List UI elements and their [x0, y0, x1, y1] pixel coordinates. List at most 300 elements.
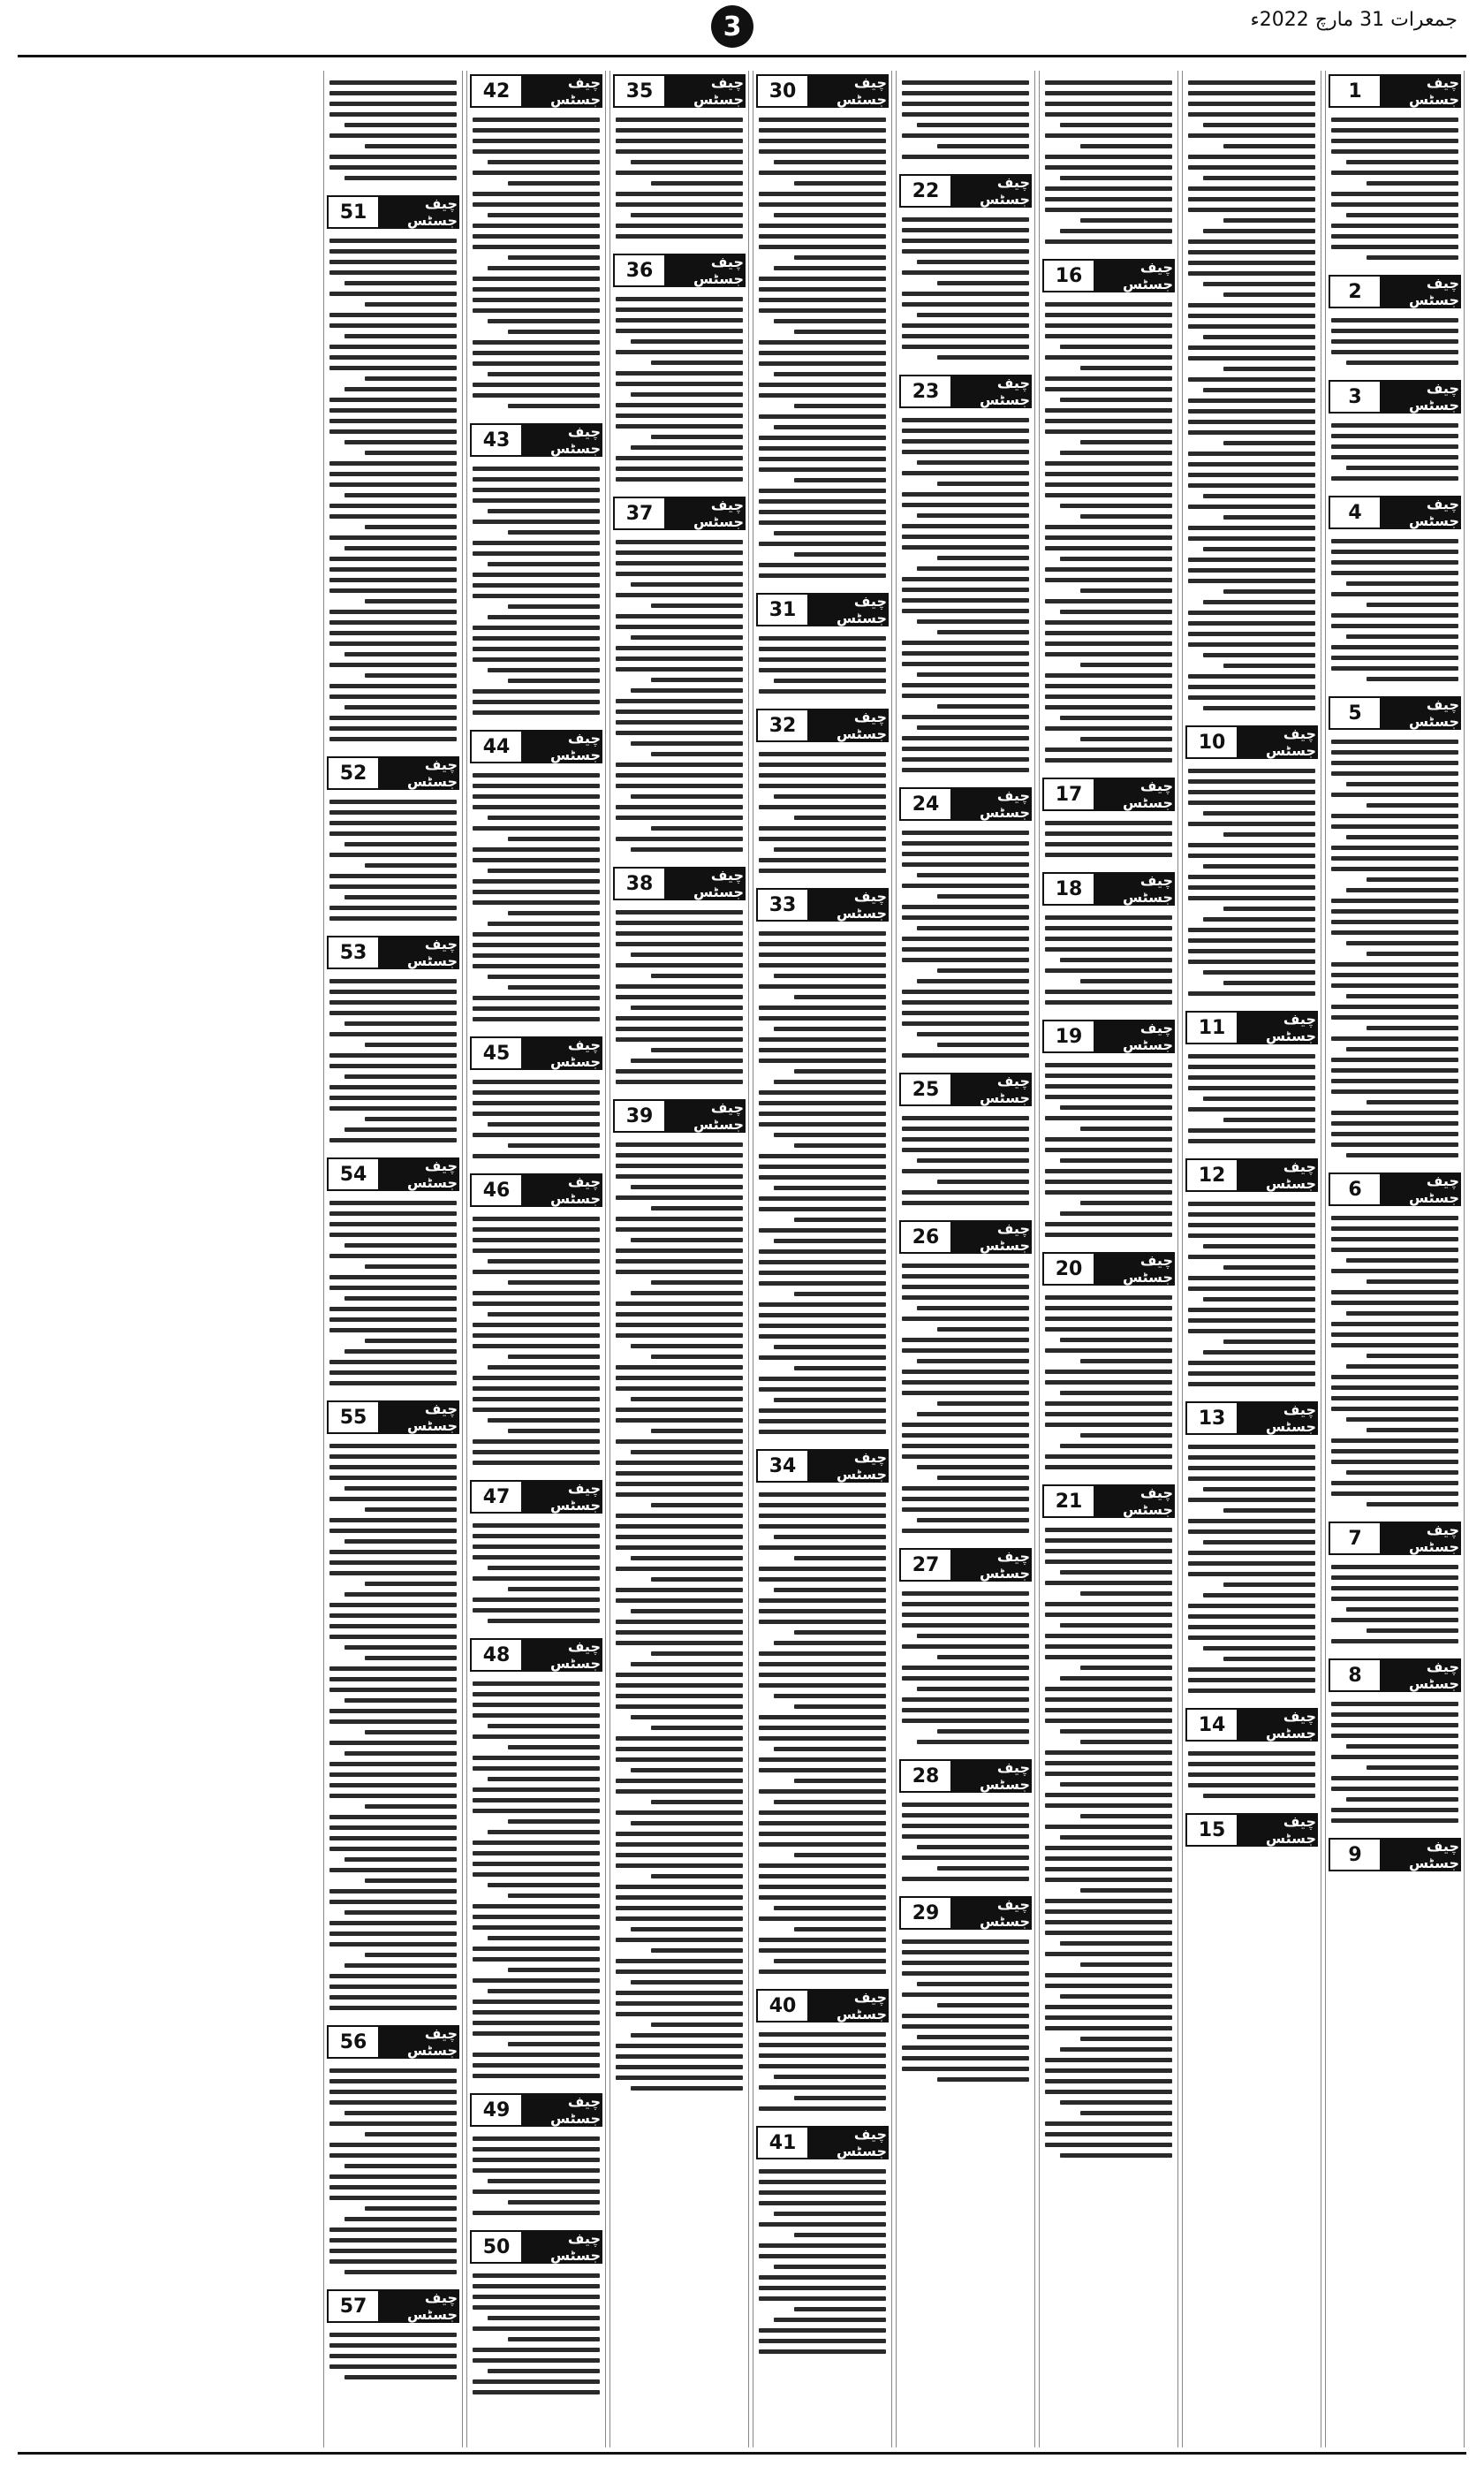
- brief-label: چیف جسٹس: [950, 1074, 1030, 1104]
- text-line: [473, 2136, 600, 2141]
- text-line: [1367, 877, 1458, 882]
- text-line: [1223, 589, 1315, 594]
- text-line: [1045, 208, 1172, 212]
- text-line: [1060, 958, 1172, 962]
- text-line: [774, 1080, 886, 1084]
- brief-label: چیف جسٹس: [1380, 1523, 1459, 1553]
- brief-label: چیف جسٹس: [950, 376, 1030, 406]
- text-line: [344, 281, 457, 285]
- text-line: [329, 1603, 457, 1607]
- text-line: [508, 2042, 600, 2046]
- text-line: [1188, 1054, 1315, 1059]
- text-line: [902, 155, 1029, 159]
- brief-number: 39: [615, 1101, 664, 1131]
- text-line: [1188, 1255, 1315, 1259]
- text-line: [1188, 409, 1315, 414]
- text-line: [1045, 1465, 1172, 1469]
- brief-number: 22: [901, 176, 950, 206]
- text-line: [759, 542, 886, 546]
- text-line: [616, 1217, 743, 1221]
- text-line: [774, 319, 886, 323]
- text-line: [616, 984, 743, 989]
- brief-body: [756, 108, 889, 588]
- brief-body: [1185, 1847, 1318, 1854]
- news-brief: [470, 1036, 602, 1168]
- text-line: [902, 2024, 1029, 2029]
- text-line: [473, 1101, 600, 1105]
- text-line: [902, 450, 1029, 454]
- brief-body: [756, 626, 889, 703]
- text-line: [1223, 1265, 1315, 1270]
- text-line: [616, 1545, 743, 1550]
- text-line: [759, 1112, 886, 1116]
- text-line: [329, 1560, 457, 1565]
- text-line: [616, 1598, 743, 1603]
- text-line: [651, 1048, 743, 1052]
- text-line: [508, 404, 600, 408]
- text-line: [1045, 239, 1172, 244]
- text-line: [1331, 909, 1458, 914]
- text-line: [1188, 165, 1315, 170]
- news-brief: [613, 254, 746, 491]
- text-line: [917, 2035, 1029, 2039]
- text-line: [616, 2054, 743, 2059]
- text-line: [473, 308, 600, 313]
- text-line: [473, 2211, 600, 2215]
- text-line: [902, 2045, 1029, 2050]
- text-line: [902, 862, 1029, 867]
- text-line: [1045, 1317, 1172, 1321]
- text-line: [902, 1380, 1029, 1385]
- text-line: [1060, 123, 1172, 127]
- text-line: [902, 1053, 1029, 1058]
- text-line: [631, 160, 743, 164]
- text-line: [1060, 1570, 1172, 1575]
- news-brief: [1185, 725, 1318, 1006]
- text-line: [616, 646, 743, 650]
- text-line: [759, 1334, 886, 1339]
- text-line: [1060, 2100, 1172, 2105]
- brief-number: 20: [1044, 1254, 1094, 1284]
- brief-number: 4: [1330, 497, 1380, 527]
- brief-body: [899, 1254, 1032, 1543]
- text-line: [616, 2065, 743, 2069]
- text-line: [1223, 832, 1315, 837]
- text-line: [774, 1906, 886, 1910]
- text-line: [365, 1656, 457, 1660]
- text-line: [902, 1391, 1029, 1395]
- text-line: [329, 1444, 457, 1448]
- text-line: [937, 968, 1029, 973]
- brief-label: چیف جسٹس: [1094, 261, 1173, 291]
- text-line: [794, 1069, 886, 1074]
- text-line: [651, 1874, 743, 1878]
- text-line: [1367, 1279, 1458, 1284]
- text-line: [473, 943, 600, 947]
- text-line: [616, 784, 743, 788]
- text-line: [1331, 339, 1458, 344]
- brief-heading: [613, 254, 746, 287]
- text-line: [473, 277, 600, 281]
- news-brief: [613, 1099, 746, 2100]
- text-line: [794, 1143, 886, 1148]
- text-line: [473, 1681, 600, 1686]
- text-line: [759, 952, 886, 957]
- text-line: [1203, 1593, 1315, 1597]
- text-line: [473, 710, 600, 715]
- brief-heading: [1185, 1011, 1318, 1044]
- text-line: [902, 503, 1029, 507]
- brief-heading: [1185, 1813, 1318, 1847]
- text-line: [616, 1853, 743, 1857]
- brief-number: 6: [1330, 1174, 1380, 1204]
- text-line: [329, 1465, 457, 1469]
- brief-body: [1329, 1871, 1461, 1878]
- brief-label: چیف جسٹس: [1237, 727, 1316, 757]
- text-line: [473, 2000, 600, 2004]
- text-line: [1203, 1297, 1315, 1302]
- text-line: [488, 562, 600, 566]
- text-line: [902, 1802, 1029, 1807]
- text-line: [1223, 144, 1315, 148]
- text-line: [651, 1206, 743, 1210]
- text-line: [1331, 656, 1458, 660]
- text-line: [508, 1587, 600, 1591]
- text-line: [329, 1032, 457, 1036]
- text-line: [1331, 224, 1458, 228]
- text-line: [774, 160, 886, 164]
- text-line: [1331, 1712, 1458, 1717]
- text-line: [1045, 1856, 1172, 1861]
- text-line: [902, 715, 1029, 719]
- brief-body: [327, 2323, 459, 2389]
- brief-number: 29: [901, 1898, 950, 1928]
- text-line: [616, 699, 743, 703]
- text-line: [774, 847, 886, 852]
- text-line: [902, 958, 1029, 962]
- text-line: [473, 890, 600, 894]
- text-line: [473, 498, 600, 503]
- text-line: [902, 990, 1029, 994]
- text-line: [1045, 155, 1172, 159]
- text-line: [902, 228, 1029, 232]
- text-line: [1045, 133, 1172, 138]
- news-brief: [756, 74, 889, 588]
- text-line: [902, 418, 1029, 422]
- text-line: [1331, 1121, 1458, 1126]
- text-line: [902, 102, 1029, 106]
- text-line: [329, 1974, 457, 1978]
- text-line: [329, 408, 457, 413]
- brief-heading: [1329, 1172, 1461, 1206]
- text-line: [473, 118, 600, 122]
- text-line: [651, 678, 743, 682]
- text-line: [1045, 1000, 1172, 1005]
- text-line: [616, 1832, 743, 1836]
- text-line: [1188, 1762, 1315, 1766]
- text-line: [473, 192, 600, 196]
- text-line: [1045, 1973, 1172, 1977]
- text-line: [774, 425, 886, 429]
- text-line: [329, 2006, 457, 2010]
- text-line: [1045, 1306, 1172, 1310]
- text-line: [1188, 1286, 1315, 1291]
- text-line: [902, 80, 1029, 85]
- text-line: [329, 1571, 457, 1575]
- text-line: [344, 2164, 457, 2168]
- text-line: [917, 1465, 1029, 1469]
- text-line: [616, 942, 743, 946]
- text-line: [902, 1834, 1029, 1839]
- text-line: [344, 842, 457, 846]
- text-line: [794, 1853, 886, 1857]
- text-line: [1045, 684, 1172, 688]
- text-line: [488, 922, 600, 926]
- brief-body: [1329, 730, 1461, 1167]
- text-line: [473, 1238, 600, 1242]
- text-line: [1188, 632, 1315, 636]
- news-brief: [470, 1173, 602, 1475]
- brief-heading: [613, 497, 746, 530]
- text-line: [759, 436, 886, 440]
- brief-body: [1185, 1435, 1318, 1703]
- text-line: [329, 1762, 457, 1766]
- text-line: [473, 351, 600, 355]
- text-line: [329, 1317, 457, 1322]
- brief-heading: [899, 1548, 1032, 1582]
- text-line: [1188, 611, 1315, 615]
- text-line: [759, 1789, 886, 1794]
- text-line: [1331, 1618, 1458, 1622]
- text-line: [1188, 239, 1315, 244]
- text-line: [759, 1885, 886, 1889]
- text-line: [473, 149, 600, 154]
- news-brief: [899, 174, 1032, 369]
- news-brief: [899, 1759, 1032, 1891]
- brief-heading: [327, 1157, 459, 1191]
- text-line: [616, 1789, 743, 1794]
- text-line: [1188, 1561, 1315, 1566]
- text-line: [473, 1017, 600, 1021]
- text-line: [329, 313, 457, 317]
- text-line: [473, 996, 600, 1000]
- text-line: [344, 2375, 457, 2379]
- text-line: [1045, 821, 1172, 825]
- text-line: [1045, 2079, 1172, 2083]
- text-line: [1331, 1036, 1458, 1041]
- text-line: [1331, 1396, 1458, 1400]
- text-line: [1188, 1466, 1315, 1470]
- text-line: [1346, 1153, 1458, 1157]
- text-line: [1331, 434, 1458, 438]
- text-line: [1188, 536, 1315, 541]
- text-line: [1188, 1276, 1315, 1280]
- text-line: [759, 869, 886, 873]
- text-line: [473, 171, 600, 175]
- text-line: [329, 990, 457, 994]
- text-line: [917, 460, 1029, 465]
- brief-heading: [1185, 725, 1318, 759]
- text-line: [329, 1275, 457, 1279]
- text-line: [329, 1794, 457, 1798]
- text-line: [1060, 1444, 1172, 1448]
- text-line: [473, 583, 600, 588]
- text-line: [1188, 875, 1315, 879]
- text-line: [616, 1142, 743, 1147]
- brief-heading: [1329, 496, 1461, 529]
- text-line: [473, 1154, 600, 1158]
- text-line: [488, 160, 600, 164]
- news-column: [323, 71, 463, 2447]
- brief-number: 24: [901, 789, 950, 819]
- text-line: [759, 1281, 886, 1286]
- text-line: [329, 1772, 457, 1777]
- footer-rule: [18, 2452, 1466, 2455]
- text-line: [1188, 91, 1315, 95]
- brief-heading: [327, 936, 459, 969]
- brief-body: [1185, 1044, 1318, 1153]
- text-line: [1223, 664, 1315, 668]
- text-line: [616, 1535, 743, 1539]
- text-line: [329, 1064, 457, 1068]
- text-line: [794, 1927, 886, 1931]
- text-line: [616, 1492, 743, 1497]
- news-brief: [1185, 1401, 1318, 1703]
- text-line: [1331, 856, 1458, 861]
- text-line: [1203, 1097, 1315, 1101]
- text-line: [902, 1370, 1029, 1374]
- text-line: [759, 1228, 886, 1233]
- text-line: [616, 1080, 743, 1084]
- news-brief: [1042, 71, 1175, 254]
- text-line: [759, 446, 886, 451]
- text-line: [1188, 1223, 1315, 1227]
- text-line: [473, 1957, 600, 1962]
- text-line: [365, 376, 457, 381]
- text-line: [759, 1430, 886, 1434]
- text-line: [902, 1317, 1029, 1321]
- brief-body: [1185, 1742, 1318, 1808]
- text-line: [329, 1985, 457, 1989]
- text-line: [344, 1698, 457, 1703]
- text-line: [1080, 1359, 1172, 1363]
- masthead: [0, 0, 1484, 69]
- brief-heading: [1185, 1708, 1318, 1742]
- text-line: [1045, 2026, 1172, 2030]
- brief-heading: [327, 195, 459, 229]
- text-line: [344, 705, 457, 710]
- text-line: [902, 471, 1029, 475]
- text-line: [329, 1476, 457, 1480]
- text-line: [1188, 314, 1315, 318]
- text-line: [329, 884, 457, 889]
- text-line: [902, 1591, 1029, 1596]
- text-line: [1346, 994, 1458, 998]
- text-line: [329, 716, 457, 720]
- text-line: [759, 202, 886, 207]
- text-line: [774, 1239, 886, 1243]
- text-line: [1367, 952, 1458, 956]
- text-line: [759, 1683, 886, 1688]
- text-line: [1045, 1148, 1172, 1152]
- text-line: [616, 1365, 743, 1370]
- text-line: [473, 520, 600, 524]
- text-line: [473, 2010, 600, 2015]
- brief-body: [327, 2059, 459, 2284]
- text-line: [759, 1938, 886, 1942]
- text-line: [1188, 1075, 1315, 1080]
- text-line: [1045, 1899, 1172, 1903]
- text-line: [488, 2369, 600, 2373]
- text-line: [759, 1249, 886, 1254]
- brief-body: [756, 922, 889, 1444]
- text-line: [473, 1576, 600, 1581]
- text-line: [1060, 1105, 1172, 1110]
- brief-label: چیف جسٹس: [521, 425, 601, 455]
- text-line: [774, 1535, 886, 1539]
- text-line: [329, 323, 457, 328]
- text-line: [917, 1687, 1029, 1691]
- text-line: [488, 213, 600, 217]
- text-line: [759, 118, 886, 122]
- text-line: [473, 2031, 600, 2036]
- text-line: [329, 2121, 457, 2126]
- text-line: [508, 1355, 600, 1359]
- text-line: [473, 128, 600, 133]
- text-line: [1045, 567, 1172, 572]
- text-line: [1045, 2132, 1172, 2136]
- text-line: [616, 1906, 743, 1910]
- brief-heading: [756, 2126, 889, 2159]
- brief-number: 1: [1330, 76, 1380, 106]
- text-line: [1346, 1607, 1458, 1612]
- text-line: [1045, 1867, 1172, 1871]
- brief-number: 52: [329, 758, 378, 788]
- text-line: [1080, 1814, 1172, 1818]
- text-line: [329, 80, 457, 85]
- text-line: [329, 1138, 457, 1142]
- text-line: [1045, 1803, 1172, 1808]
- news-column: [610, 71, 749, 2447]
- text-line: [329, 1307, 457, 1311]
- text-line: [1188, 155, 1315, 159]
- text-line: [473, 467, 600, 471]
- brief-body: [1329, 1206, 1461, 1516]
- text-line: [902, 1507, 1029, 1512]
- text-line: [508, 255, 600, 260]
- text-line: [508, 2337, 600, 2341]
- text-line: [616, 2044, 743, 2048]
- text-line: [1045, 1719, 1172, 1723]
- text-line: [329, 514, 457, 519]
- text-line: [329, 1000, 457, 1005]
- text-line: [1188, 430, 1315, 435]
- brief-number: 45: [472, 1038, 521, 1068]
- text-line: [1367, 181, 1458, 186]
- text-line: [473, 1692, 600, 1696]
- text-line: [1188, 1614, 1315, 1619]
- text-line: [473, 636, 600, 641]
- news-column: [466, 71, 606, 2447]
- text-line: [1331, 329, 1458, 333]
- text-line: [488, 509, 600, 513]
- brief-heading: [1329, 1838, 1461, 1871]
- text-line: [1331, 1755, 1458, 1759]
- text-line: [759, 1821, 886, 1825]
- text-line: [1346, 581, 1458, 586]
- text-line: [1203, 1794, 1315, 1798]
- text-line: [1188, 1445, 1315, 1449]
